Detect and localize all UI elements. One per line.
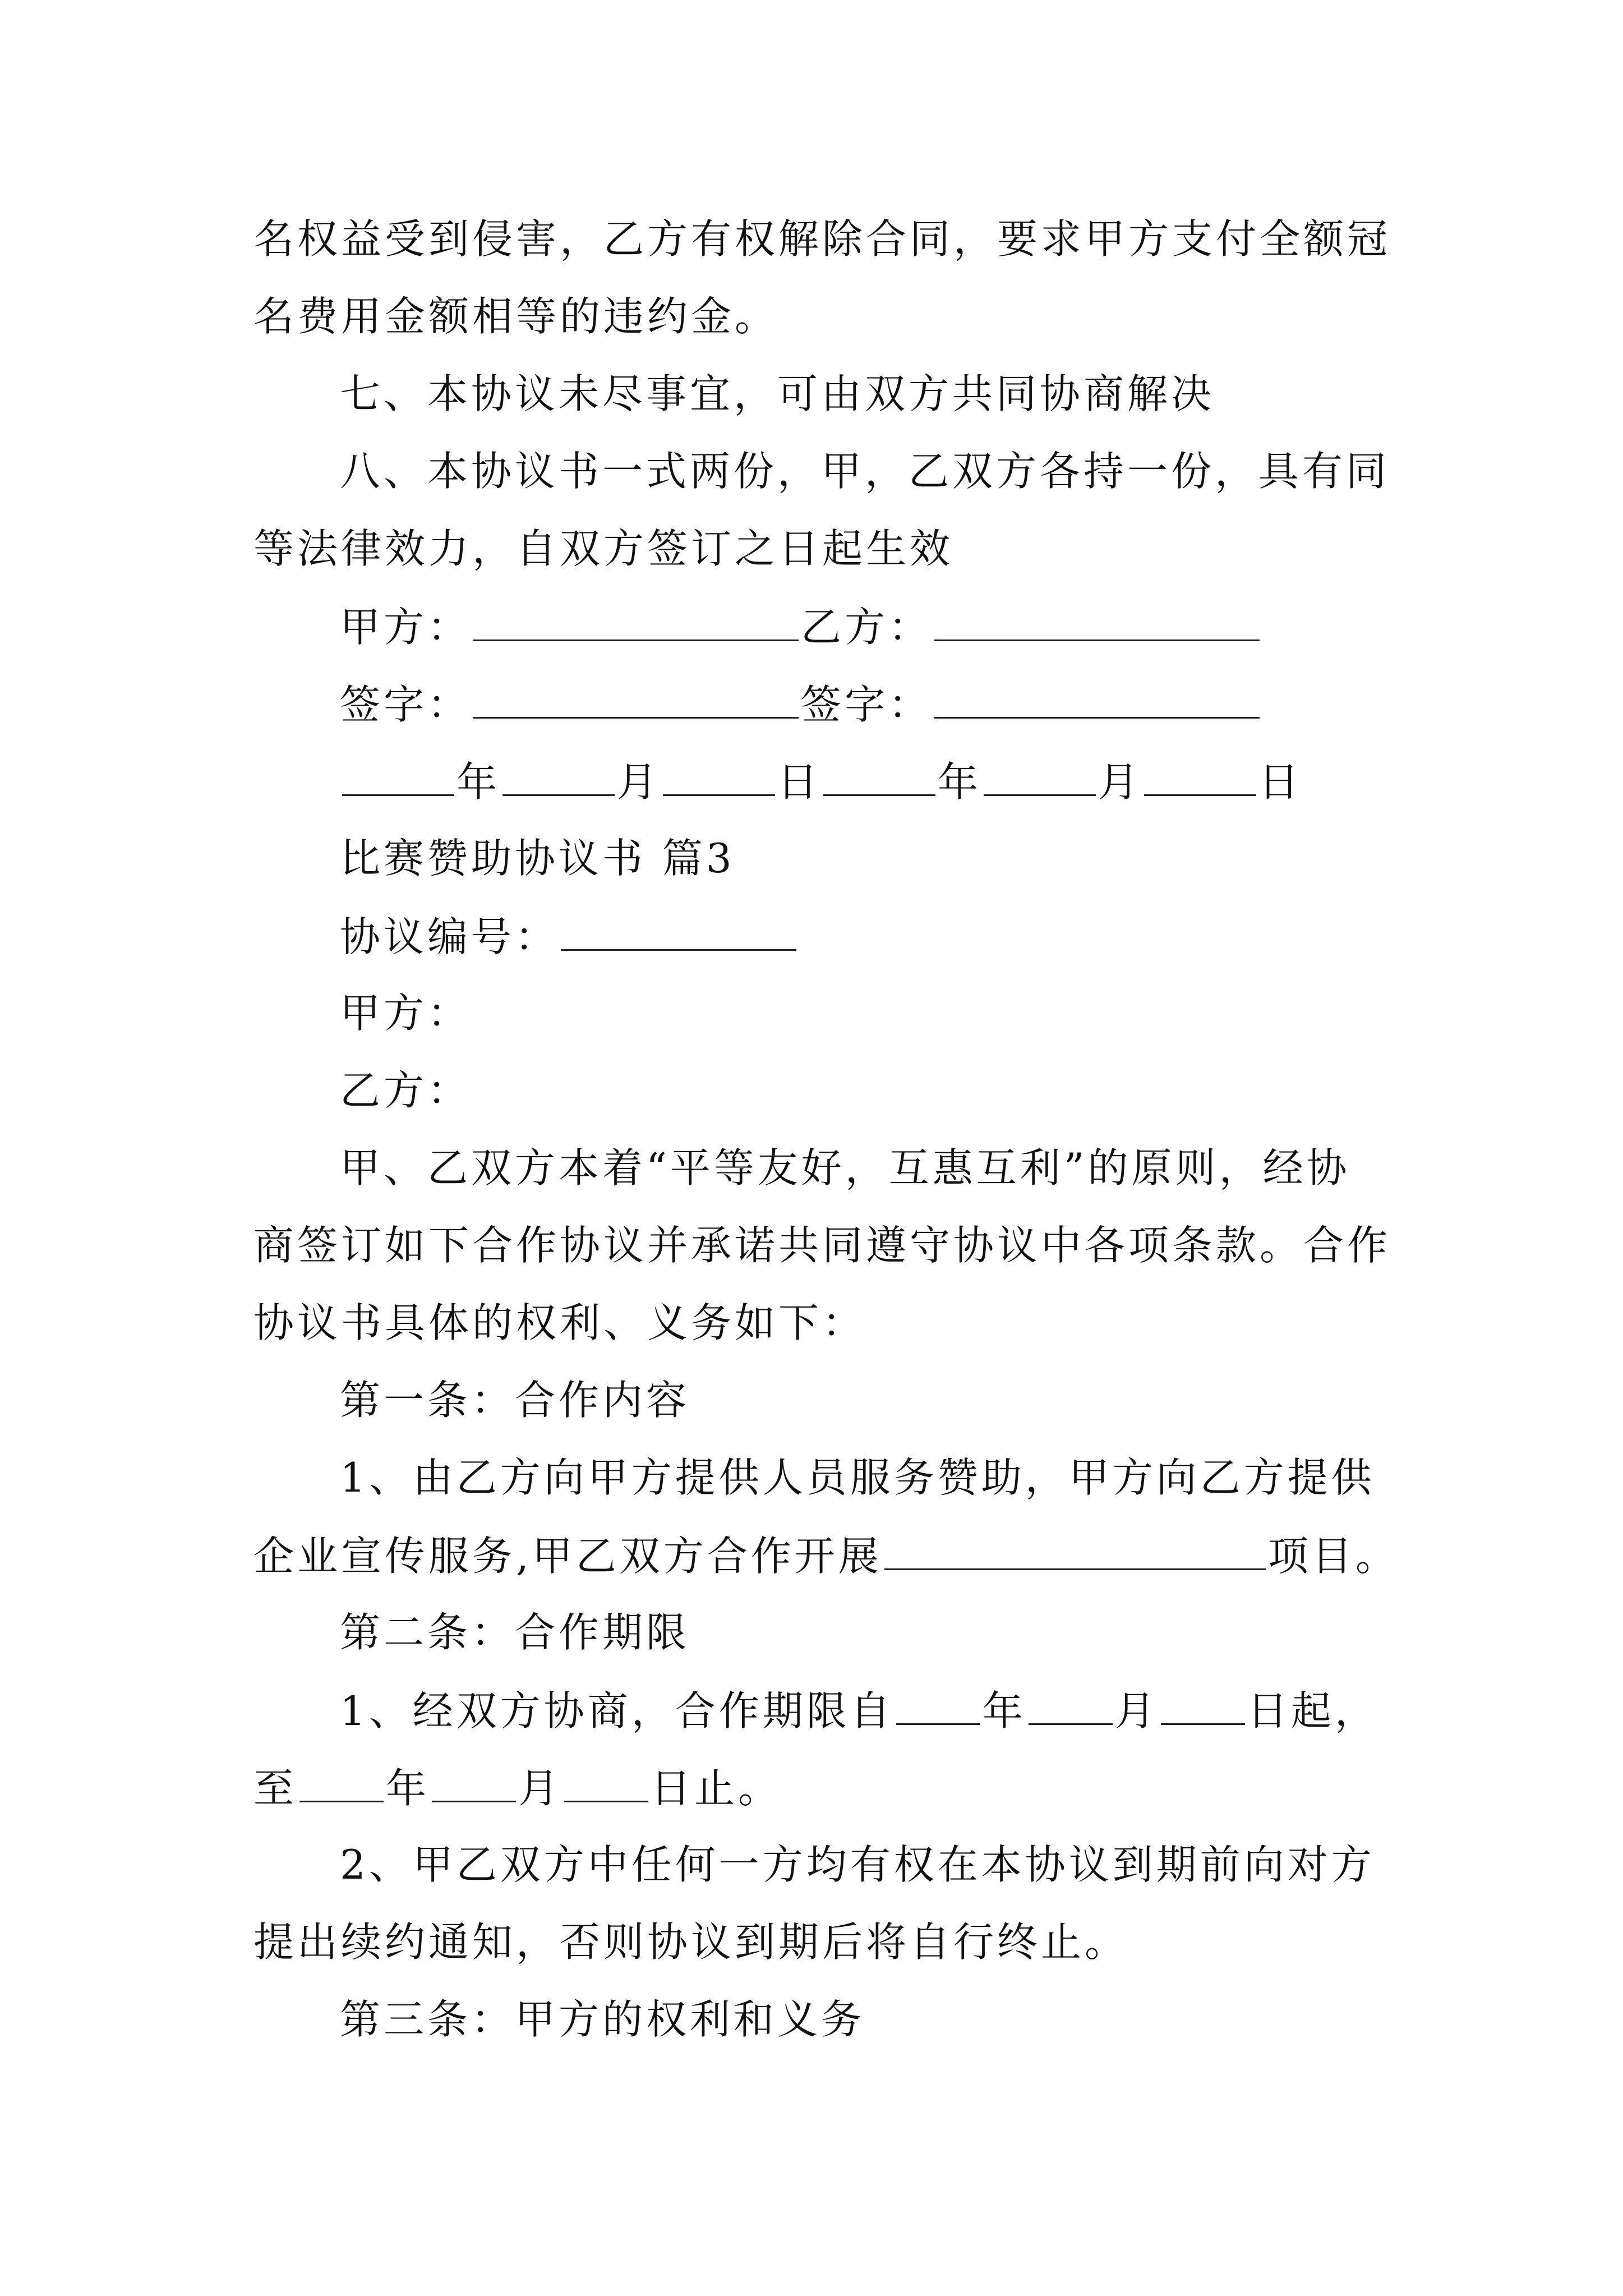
text-line: 2、甲乙双方中任何一方均有权在本协议到期前向对方 bbox=[340, 1841, 1375, 1888]
party-a-label: 甲方： bbox=[340, 604, 472, 651]
year-blank bbox=[342, 761, 454, 796]
article-title: 第三条：甲方的权利和义务 bbox=[340, 1996, 865, 2043]
text-line bbox=[340, 1687, 1378, 1734]
month-label: 月 bbox=[1098, 758, 1142, 806]
text-line bbox=[253, 1533, 1399, 1580]
month-label: 月 bbox=[1114, 1687, 1159, 1734]
year-label: 年 bbox=[386, 1765, 430, 1812]
month-label: 月 bbox=[617, 758, 661, 806]
day-label: 日止。 bbox=[651, 1765, 782, 1812]
year-label: 年 bbox=[457, 758, 501, 806]
party-b-blank bbox=[934, 606, 1260, 641]
year-blank bbox=[823, 761, 935, 796]
party-a-blank bbox=[473, 606, 799, 641]
text-line bbox=[253, 1765, 782, 1812]
article-title: 第二条：合作期限 bbox=[340, 1609, 690, 1656]
day-blank bbox=[1161, 1690, 1245, 1725]
text-line: 名权益受到侵害，乙方有权解除合同，要求甲方支付全额冠 bbox=[253, 215, 1391, 263]
agreement-number-label: 协议编号： bbox=[340, 913, 559, 960]
text-line: 商签订如下合作协议并承诺共同遵守协议中各项条款。合作 bbox=[253, 1222, 1391, 1269]
day-label: 日起， bbox=[1247, 1687, 1378, 1734]
day-label: 日 bbox=[1258, 758, 1303, 806]
month-label: 月 bbox=[518, 1765, 562, 1812]
text-fragment: 项目。 bbox=[1267, 1533, 1399, 1580]
party-a-line: 甲方： bbox=[340, 990, 472, 1037]
day-label: 日 bbox=[777, 758, 822, 806]
text-line: 提出续约通知，否则协议到期后将自行终止。 bbox=[253, 1918, 1129, 1966]
party-line bbox=[340, 604, 1262, 651]
month-blank bbox=[1029, 1690, 1113, 1725]
project-blank bbox=[884, 1535, 1266, 1570]
year-blank bbox=[896, 1690, 980, 1725]
text-fragment: 至 bbox=[253, 1765, 298, 1812]
section-title: 比赛赞助协议书 篇3 bbox=[340, 835, 735, 882]
text-line: 名费用金额相等的违约金。 bbox=[253, 293, 779, 340]
year-label: 年 bbox=[982, 1687, 1026, 1734]
text-fragment: 企业宣传服务,甲乙双方合作开展 bbox=[253, 1533, 882, 1580]
year-label: 年 bbox=[938, 758, 982, 806]
text-line: 1、由乙方向甲方提供人员服务赞助，甲方向乙方提供 bbox=[340, 1454, 1375, 1501]
sign-b-blank bbox=[934, 683, 1260, 719]
day-blank bbox=[663, 761, 775, 796]
month-blank bbox=[502, 761, 615, 796]
text-line: 七、本协议未尽事宜，可由双方共同协商解决 bbox=[340, 370, 1215, 417]
text-line: 协议书具体的权利、义务如下： bbox=[253, 1299, 866, 1346]
agreement-number-blank bbox=[561, 915, 796, 951]
year-blank bbox=[299, 1767, 384, 1802]
agreement-number-line bbox=[340, 913, 799, 960]
sign-a-blank bbox=[473, 683, 799, 719]
party-b-label: 乙方： bbox=[801, 604, 933, 651]
party-b-line: 乙方： bbox=[340, 1067, 472, 1114]
text-line: 甲、乙双方本着“平等友好，互惠互利”的原则，经协 bbox=[340, 1144, 1350, 1191]
month-blank bbox=[984, 761, 1096, 796]
day-blank bbox=[1144, 761, 1256, 796]
text-line: 等法律效力，自双方签订之日起生效 bbox=[253, 525, 954, 572]
text-fragment: 1、经双方协商，合作期限自 bbox=[340, 1687, 894, 1734]
sign-b-label: 签字： bbox=[801, 681, 933, 728]
signature-line bbox=[340, 681, 1262, 728]
day-blank bbox=[564, 1767, 648, 1802]
sign-a-label: 签字： bbox=[340, 681, 472, 728]
text-line: 八、本协议书一式两份，甲，乙双方各持一份，具有同 bbox=[340, 448, 1390, 495]
article-title: 第一条：合作内容 bbox=[340, 1377, 690, 1424]
date-line bbox=[340, 758, 1303, 806]
month-blank bbox=[432, 1767, 516, 1802]
